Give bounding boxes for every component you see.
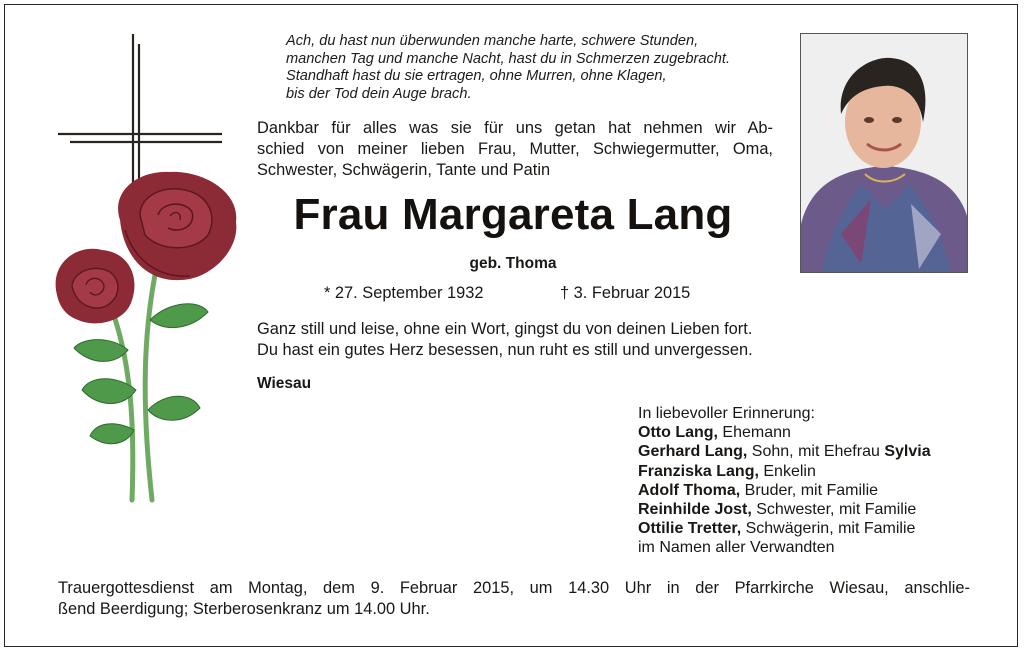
intro-line: schied von meiner lieben Frau, Mutter, Schwiegermutter, Oma, xyxy=(257,140,773,158)
mourner-relation: Ehemann xyxy=(717,424,791,442)
service-line: Trauergottesdienst am Montag, dem 9. Februar 2015, um 14.30 Uhr in der Pfarrkirche Wiesau, anschlie- xyxy=(58,579,970,597)
poem-line: manchen Tag und manche Nacht, hast du in Schmerzen zugebracht. xyxy=(286,50,731,67)
mourner-name: Adolf Thoma, xyxy=(638,481,741,499)
mourner-entry xyxy=(638,500,978,519)
mourners-list xyxy=(638,404,978,558)
deceased-name: Frau Margareta Lang xyxy=(293,190,733,239)
place-name: Wiesau xyxy=(257,375,312,392)
intro-line: Dankbar für alles was sie für uns getan hat nehmen wir Ab- xyxy=(257,119,773,137)
mourner-spouse-name: Sylvia xyxy=(884,443,931,461)
service-line: ßend Beerdigung; Sterberosenkranz um 14.00 Uhr. xyxy=(58,600,430,618)
mourner-name: Otto Lang, xyxy=(638,424,718,442)
mourners-heading: In liebevoller Erinnerung: xyxy=(638,405,815,422)
verse-line: Du hast ein gutes Herz besessen, nun ruht es still und unvergessen. xyxy=(257,341,753,359)
mourner-relation: Bruder, mit Familie xyxy=(740,481,879,499)
opening-poem xyxy=(286,33,786,103)
mourner-name: Franziska Lang, xyxy=(638,462,759,480)
mourner-relation: Schwägerin, mit Familie xyxy=(741,520,916,538)
mourner-entry xyxy=(638,519,978,538)
mourner-entry xyxy=(638,423,978,442)
mourner-entry xyxy=(638,462,978,481)
verse-line: Ganz still und leise, ohne ein Wort, gingst du von deinen Lieben fort. xyxy=(257,320,753,338)
portrait-photo xyxy=(800,33,968,273)
rose-small-icon xyxy=(56,249,135,324)
mourners-footer: im Namen aller Verwandten xyxy=(638,539,835,557)
rose-large-icon xyxy=(118,172,236,280)
mourner-entry xyxy=(638,481,978,500)
cross-with-roses-illustration xyxy=(40,30,260,510)
poem-line: bis der Tod dein Auge brach. xyxy=(286,85,472,102)
poem-line: Standhaft hast du sie ertragen, ohne Murren, ohne Klagen, xyxy=(286,68,667,84)
rose-leaves xyxy=(74,304,208,444)
memorial-verse xyxy=(257,319,837,361)
mourner-name: Ottilie Tretter, xyxy=(638,520,742,538)
death-date: † 3. Februar 2015 xyxy=(560,284,691,302)
birth-date: * 27. September 1932 xyxy=(324,284,484,302)
mourner-name: Reinhilde Jost, xyxy=(638,501,752,519)
mourner-relation: Sohn, mit Ehefrau xyxy=(747,443,885,461)
mourner-relation: Schwester, mit Familie xyxy=(751,501,917,519)
mourner-relation: Enkelin xyxy=(758,462,816,480)
portrait-photo-icon xyxy=(801,34,968,273)
poem-line: Ach, du hast nun überwunden manche harte, schwere Stunden, xyxy=(286,33,699,49)
maiden-name: geb. Thoma xyxy=(469,255,557,272)
mourner-entry xyxy=(638,442,978,461)
intro-paragraph xyxy=(257,118,773,181)
intro-line: Schwester, Schwägerin, Tante und Patin xyxy=(257,161,551,179)
service-announcement xyxy=(58,578,970,620)
mourner-name: Gerhard Lang, xyxy=(638,443,748,461)
